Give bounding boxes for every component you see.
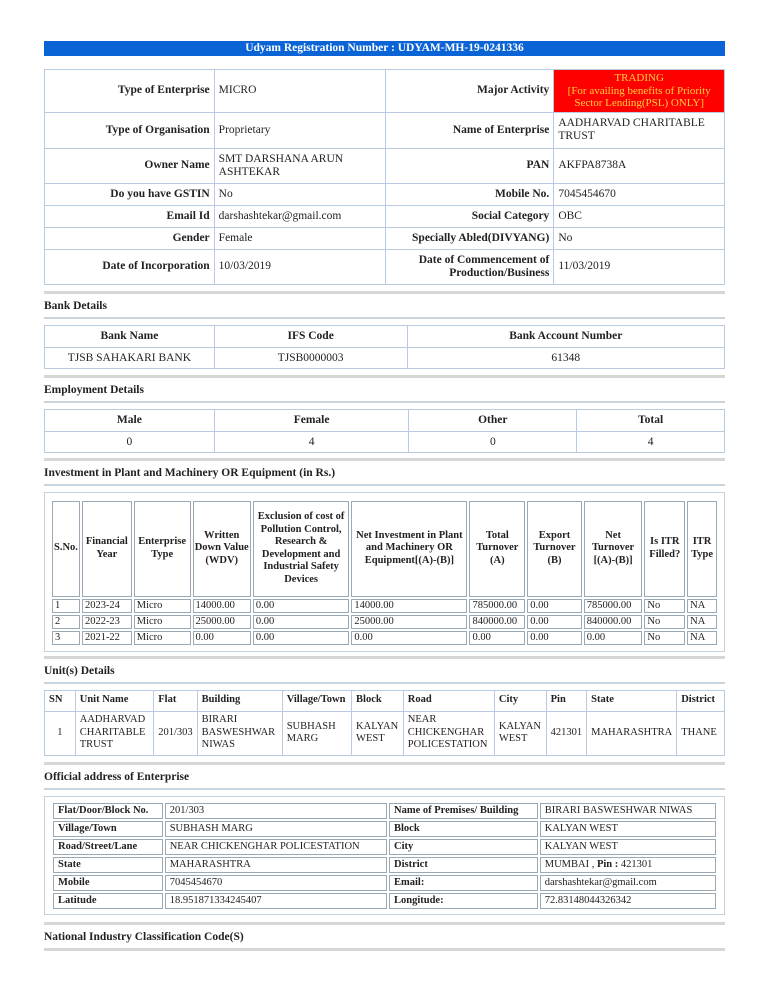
cell-exclusion: 0.00 [253,615,349,629]
cell-wdv: 25000.00 [193,615,251,629]
cell-export-turnover: 0.00 [527,615,582,629]
table-row [45,347,725,368]
major-activity-type: TRADING [614,72,664,84]
major-activity-value [554,70,725,113]
date-of-incorporation-label: Date of Incorporation [45,249,215,284]
registration-number: UDYAM-MH-19-0241336 [397,42,524,54]
name-of-enterprise-label: Name of Enterprise [385,112,554,148]
table-row [45,70,725,113]
sno-header: S.No. [52,501,80,597]
table-row [45,249,725,284]
total-count: 4 [577,431,725,452]
female-header: Female [214,409,409,431]
mobile-value: 7045454670 [554,183,725,205]
wdv-header: Written Down Value (WDV) [193,501,251,597]
cell-itr-filled: No [644,599,685,613]
unit-name-header: Unit Name [75,690,154,711]
cell-itr-filled: No [644,631,685,645]
pan-value: AKFPA8738A [554,148,725,183]
longitude-value: 72.83148044326342 [540,893,716,909]
employment-details-table [44,409,725,453]
cell-total-turnover: 785000.00 [469,599,525,613]
district-name: MUMBAI , [544,858,597,870]
email-label: Email Id [45,205,215,227]
block-header: Block [352,690,404,711]
cell-block: KALYAN WEST [352,711,404,755]
table-row [45,112,725,148]
female-count: 4 [214,431,409,452]
village-town-label: Village/Town [53,821,163,837]
name-of-enterprise-value: AADHARVAD CHARITABLE TRUST [554,112,725,148]
premises-value: BIRARI BASWESHWAR NIWAS [540,803,716,819]
block-value: KALYAN WEST [540,821,716,837]
male-header: Male [45,409,215,431]
other-count: 0 [409,431,577,452]
state-value: MAHARASHTRA [165,857,387,873]
cell-financial-year: 2022-23 [82,615,132,629]
road-header: Road [403,690,494,711]
cell-sno: 3 [52,631,80,645]
owner-name-label: Owner Name [45,148,215,183]
table-row [45,183,725,205]
district-header: District [677,690,725,711]
other-header: Other [409,409,577,431]
cell-enterprise-type: Micro [134,599,191,613]
village-town-value: SUBHASH MARG [165,821,387,837]
owner-name-value: SMT DARSHANA ARUN ASHTEKAR [214,148,385,183]
gstin-label: Do you have GSTIN [45,183,215,205]
account-number-value: 61348 [407,347,724,368]
cell-total-turnover: 0.00 [469,631,525,645]
type-of-enterprise-value: MICRO [214,70,385,113]
export-turnover-header: Export Turnover (B) [527,501,582,597]
table-row [45,711,725,755]
section-divider [44,788,725,790]
registration-label: Udyam Registration Number [245,42,389,54]
cell-wdv: 14000.00 [193,599,251,613]
state-header: State [587,690,677,711]
social-category-value: OBC [554,205,725,227]
longitude-label: Longitude: [389,893,538,909]
block-label: Block [389,821,538,837]
official-address-title: Official address of Enterprise [44,770,190,783]
flat-header: Flat [154,690,197,711]
village-town-header: Village/Town [282,690,351,711]
table-row [53,821,716,837]
units-table [44,690,725,756]
major-activity-label: Major Activity [385,70,554,113]
cell-exclusion: 0.00 [253,631,349,645]
state-label: State [53,857,163,873]
cell-financial-year: 2021-22 [82,631,132,645]
cell-building: BIRARI BASWESHWAR NIWAS [197,711,282,755]
cell-sn: 1 [45,711,76,755]
investment-title: Investment in Plant and Machinery OR Equipment (in Rs.) [44,466,336,479]
cell-enterprise-type: Micro [134,631,191,645]
cell-net-investment: 25000.00 [351,615,467,629]
table-row [53,875,716,891]
date-of-commencement-label: Date of Commencement of Production/Business [385,249,554,284]
date-of-commencement-value: 11/03/2019 [554,249,725,284]
cell-unit-name: AADHARVAD CHARITABLE TRUST [75,711,154,755]
cell-net-turnover: 785000.00 [584,599,643,613]
pin-label: Pin : [596,858,619,870]
section-divider [44,682,725,684]
road-value: NEAR CHICKENGHAR POLICESTATION [165,839,387,855]
table-header-row [45,690,725,711]
cell-net-turnover: 840000.00 [584,615,643,629]
total-header: Total [577,409,725,431]
bank-details-title: Bank Details [44,299,107,312]
table-row [52,599,717,613]
latitude-label: Latitude [53,893,163,909]
mobile-label: Mobile No. [385,183,554,205]
registration-number-bar [44,41,725,56]
bank-name-header: Bank Name [45,325,215,347]
exclusion-cost-header: Exclusion of cost of Pollution Control, Research & Development and Industrial Safety Devices [253,501,349,597]
table-row [53,839,716,855]
date-of-incorporation-value: 10/03/2019 [214,249,385,284]
financial-year-header: Financial Year [82,501,132,597]
city-header: City [494,690,546,711]
ifs-code-value: TJSB0000003 [214,347,407,368]
itr-type-header: ITR Type [687,501,717,597]
table-header-row [45,325,725,347]
employment-details-title: Employment Details [44,383,144,396]
registration-separator: : [388,42,398,54]
road-label: Road/Street/Lane [53,839,163,855]
cell-village-town: SUBHASH MARG [282,711,351,755]
account-number-header: Bank Account Number [407,325,724,347]
premises-label: Name of Premises/ Building [389,803,538,819]
enterprise-type-header: Enterprise Type [134,501,191,597]
table-header-row [52,501,717,597]
cell-flat: 201/303 [154,711,197,755]
city-label: City [389,839,538,855]
cell-road: NEAR CHICKENGHAR POLICESTATION [403,711,494,755]
cell-net-investment: 14000.00 [351,599,467,613]
cell-enterprise-type: Micro [134,615,191,629]
email-label: Email: [389,875,538,891]
gstin-value: No [214,183,385,205]
cell-district: THANE [677,711,725,755]
cell-net-investment: 0.00 [351,631,467,645]
net-turnover-header: Net Turnover [(A)-(B)] [584,501,643,597]
cell-itr-type: NA [687,615,717,629]
net-investment-header: Net Investment in Plant and Machinery OR Equipment[(A)-(B)] [351,501,467,597]
cell-export-turnover: 0.00 [527,631,582,645]
mobile-value: 7045454670 [165,875,387,891]
pan-label: PAN [385,148,554,183]
cell-itr-type: NA [687,599,717,613]
pin-header: Pin [546,690,587,711]
cell-sno: 2 [52,615,80,629]
table-row [45,431,725,452]
mobile-label: Mobile [53,875,163,891]
email-value: darshashtekar@gmail.com [540,875,716,891]
gender-label: Gender [45,227,215,249]
cell-sno: 1 [52,599,80,613]
table-row [45,148,725,183]
type-of-organisation-label: Type of Organisation [45,112,215,148]
divyang-label: Specially Abled(DIVYANG) [385,227,554,249]
units-title: Unit(s) Details [44,664,115,677]
table-header-row [45,409,725,431]
udyam-certificate [44,41,725,951]
section-divider [44,401,725,403]
building-header: Building [197,690,282,711]
type-of-organisation-value: Proprietary [214,112,385,148]
cell-total-turnover: 840000.00 [469,615,525,629]
pin-value: 421301 [618,858,653,870]
section-divider [44,317,725,319]
flat-door-label: Flat/Door/Block No. [53,803,163,819]
cell-itr-type: NA [687,631,717,645]
nic-code-title: National Industry Classification Code(S) [44,930,244,943]
cell-export-turnover: 0.00 [527,599,582,613]
table-row [53,857,716,873]
table-row [45,227,725,249]
table-row [52,631,717,645]
cell-city: KALYAN WEST [494,711,546,755]
cell-financial-year: 2023-24 [82,599,132,613]
sn-header: SN [45,690,76,711]
bank-name-value: TJSB SAHAKARI BANK [45,347,215,368]
cell-pin: 421301 [546,711,587,755]
cell-exclusion: 0.00 [253,599,349,613]
itr-filled-header: Is ITR Filled? [644,501,685,597]
section-divider [44,484,725,486]
table-row [52,615,717,629]
total-turnover-header: Total Turnover (A) [469,501,525,597]
divyang-value: No [554,227,725,249]
cell-itr-filled: No [644,615,685,629]
district-value [540,857,716,873]
social-category-label: Social Category [385,205,554,227]
official-address-panel [44,796,725,915]
official-address-table [51,801,718,911]
type-of-enterprise-label: Type of Enterprise [45,70,215,113]
table-row [53,803,716,819]
city-value: KALYAN WEST [540,839,716,855]
bank-details-table [44,325,725,369]
investment-table [50,499,719,647]
district-label: District [389,857,538,873]
latitude-value: 18.951871334245407 [165,893,387,909]
ifs-code-header: IFS Code [214,325,407,347]
email-value: darshashtekar@gmail.com [214,205,385,227]
cell-wdv: 0.00 [193,631,251,645]
major-activity-note: [For availing benefits of Priority Sector Lending(PSL) ONLY] [567,84,711,109]
table-row [45,205,725,227]
investment-panel [44,492,725,652]
cell-state: MAHARASHTRA [587,711,677,755]
table-row [53,893,716,909]
male-count: 0 [45,431,215,452]
cell-net-turnover: 0.00 [584,631,643,645]
gender-value: Female [214,227,385,249]
enterprise-details-table [44,69,725,285]
flat-door-value: 201/303 [165,803,387,819]
section-divider [44,948,725,951]
